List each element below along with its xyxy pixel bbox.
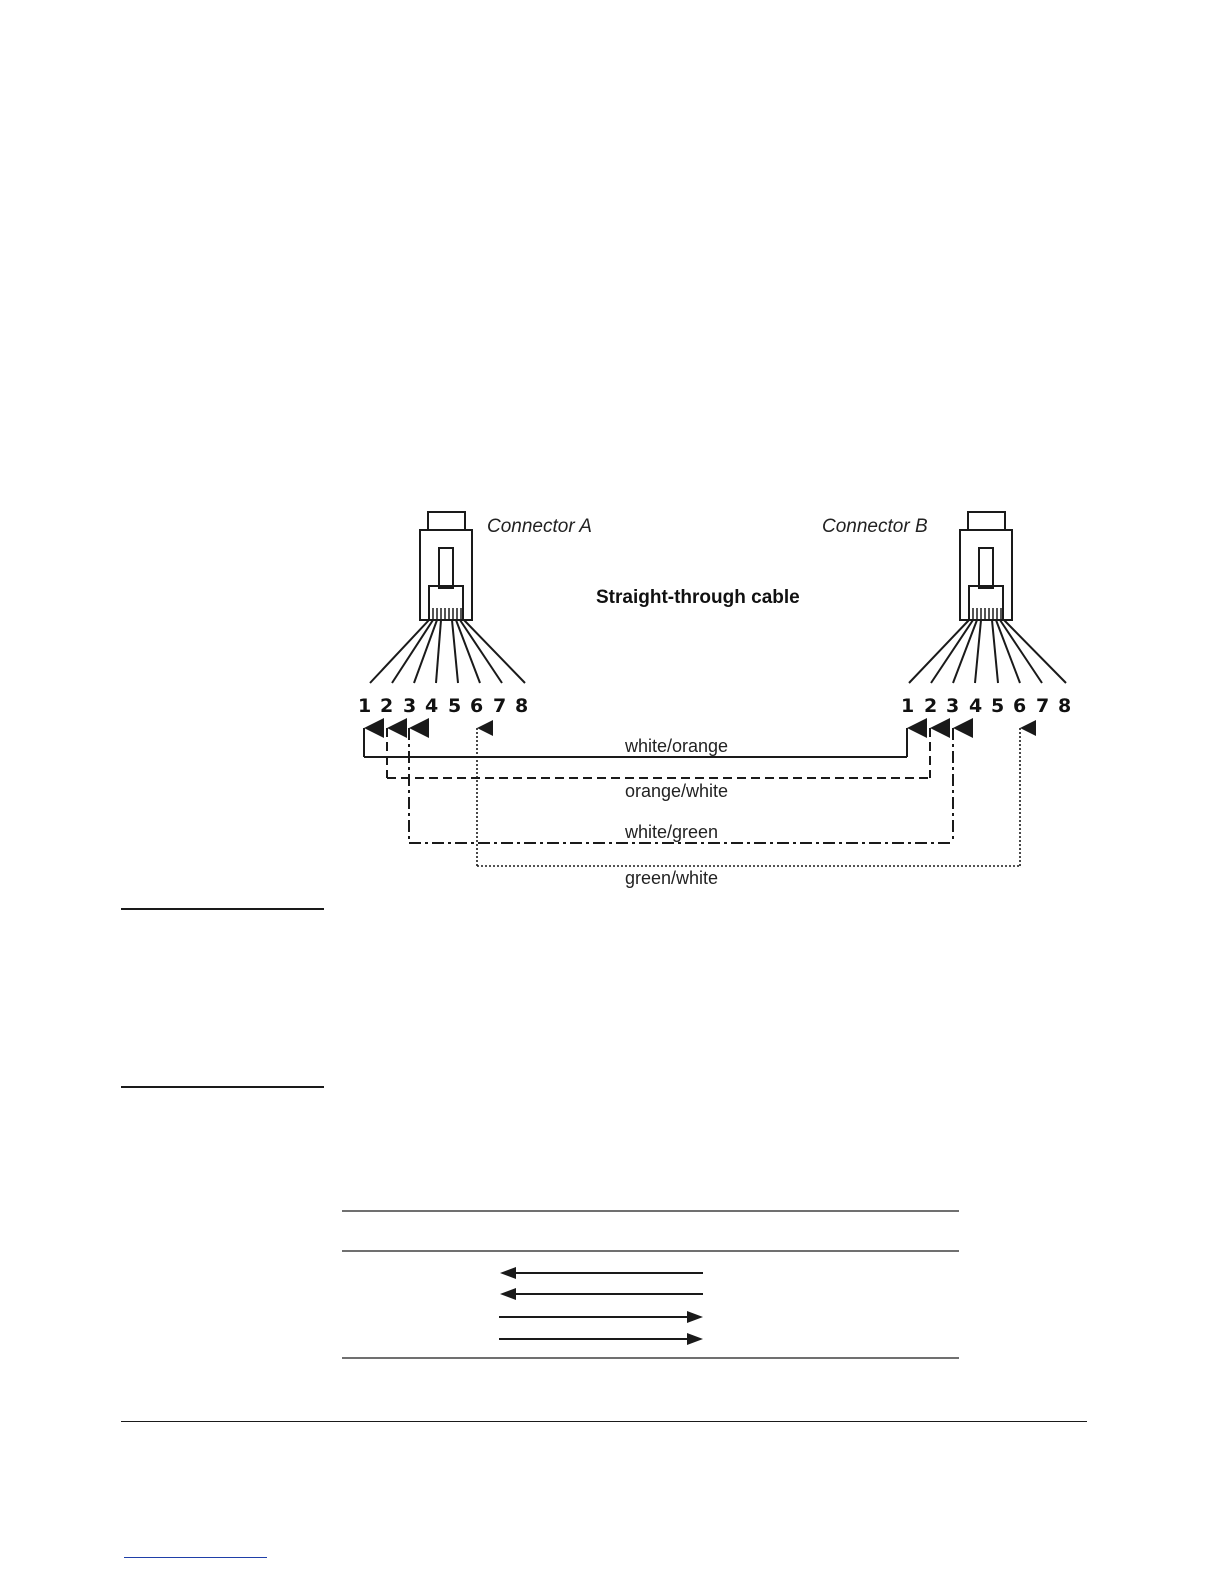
connector-b-label: Connector B <box>822 516 928 537</box>
pin-a-3: 3 <box>403 695 417 717</box>
connector-a-label: Connector A <box>487 516 592 537</box>
pin-b-4: 4 <box>969 695 983 717</box>
pin-b-7: 7 <box>1036 695 1050 717</box>
pin-a-7: 7 <box>493 695 507 717</box>
diagram-title: Straight-through cable <box>596 587 800 608</box>
pin-b-2: 2 <box>924 695 938 717</box>
pin-a-8: 8 <box>515 695 529 717</box>
pin-b-1: 1 <box>901 695 915 717</box>
arrow-right-icon <box>499 1333 703 1345</box>
pin-a-5: 5 <box>448 695 462 717</box>
connector-b-pin-numbers <box>901 695 1071 717</box>
arrow-right-icon <box>499 1311 703 1323</box>
wire-label-white-green: white/green <box>625 822 719 842</box>
wire-green-white <box>477 728 1020 866</box>
pin-b-8: 8 <box>1058 695 1072 717</box>
connector-a-plug <box>420 512 472 620</box>
arrow-left-icon <box>500 1267 703 1279</box>
pin-b-3: 3 <box>946 695 960 717</box>
wire-label-white-orange: white/orange <box>625 736 729 756</box>
pin-a-1: 1 <box>358 695 372 717</box>
pin-a-2: 2 <box>380 695 394 717</box>
arrow-left-icon <box>500 1288 703 1300</box>
connector-b-fanout <box>909 620 1066 683</box>
signal-table <box>342 1211 959 1358</box>
connector-a-fanout <box>370 620 525 683</box>
connector-b-plug <box>960 512 1012 620</box>
wire-label-orange-white: orange/white <box>625 781 729 801</box>
signal-table-arrows <box>499 1267 703 1345</box>
pin-a-6: 6 <box>470 695 484 717</box>
pin-a-4: 4 <box>425 695 439 717</box>
wire-label-green-white: green/white <box>625 868 719 888</box>
connector-a-pin-numbers <box>358 695 528 717</box>
pin-b-6: 6 <box>1013 695 1027 717</box>
pin-b-5: 5 <box>991 695 1005 717</box>
